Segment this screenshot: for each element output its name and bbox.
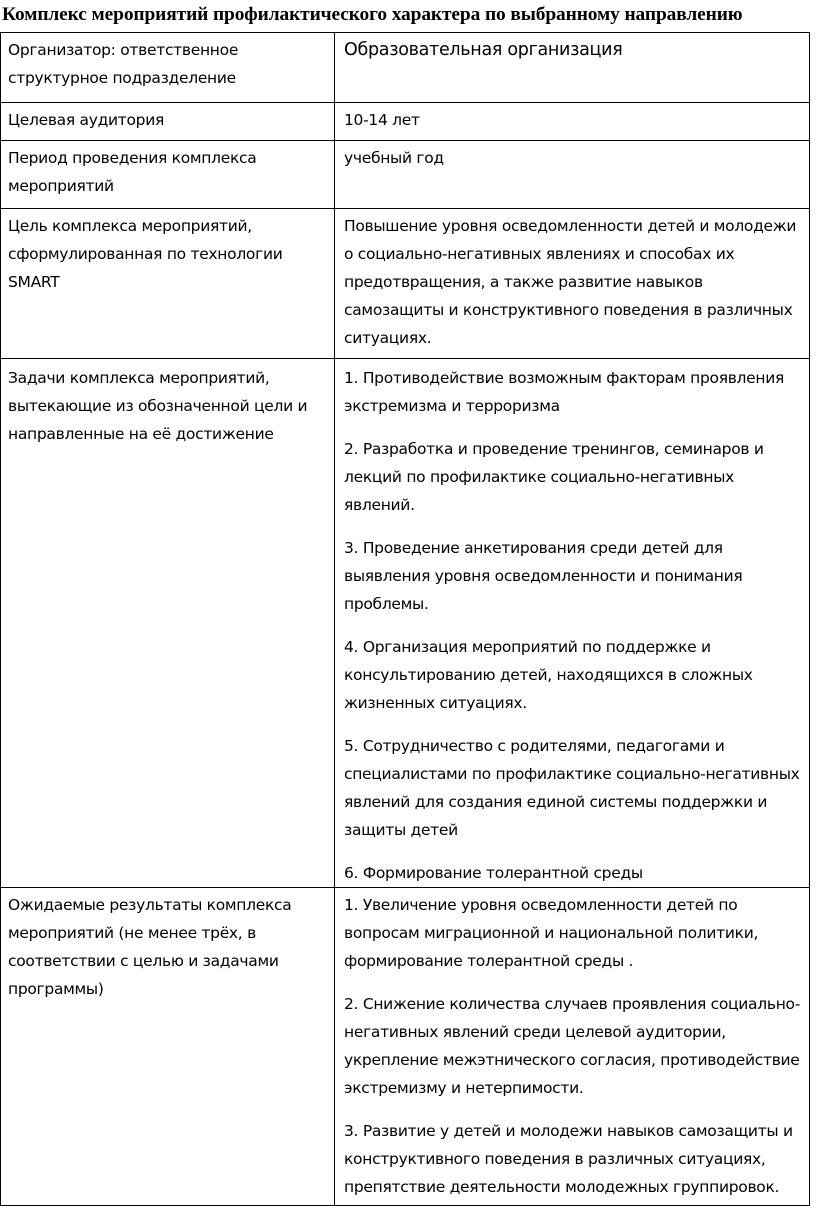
table-row-tasks [1,359,810,888]
task-item-1: 1. Противодействие возможным факторам проявления экстремизма и терроризма [344,369,785,415]
goal-label-cell [1,209,335,359]
period-value: учебный год [344,149,444,167]
table-row-goal [1,209,810,359]
result-item-2: 2. Снижение количества случаев проявления социально-негативных явлений среди целевой аудитории, укрепление межэтнического согласия, противодействие экстремизму и нетерпимости. [344,995,801,1097]
task-item-6: 6. Формирование толерантной среды [344,864,643,882]
table-row-period [1,141,810,209]
organizer-label-cell [1,33,335,103]
table-row-organizer [1,33,810,103]
table-row-results [1,888,810,1206]
tasks-list-cell [335,359,810,888]
audience-label: Целевая аудитория [8,111,165,129]
period-label: Период проведения комплекса мероприятий [8,149,257,195]
table-row-audience [1,103,810,141]
goal-value-cell [335,209,810,359]
result-item-3: 3. Развитие у детей и молодежи навыков самозащиты и конструктивного поведения в различных ситуациях, препятствие деятельности молодежных группировок. [344,1122,793,1196]
audience-value: 10-14 лет [344,111,420,129]
audience-label-cell [1,103,335,141]
results-label-cell [1,888,335,1206]
task-item-5: 5. Сотрудничество с родителями, педагогами и специалистами по профилактике социально-негативных явлений для создания единой системы поддержки и защиты детей [344,737,800,839]
goal-value: Повышение уровня осведомленности детей и молодежи о социально-негативных явлениях и способах их предотвращения, а также развитие навыков самозащиты и конструктивного поведения в различных ситуациях. [344,217,797,347]
organizer-value: Образовательная организация [344,40,623,60]
period-value-cell [335,141,810,209]
result-item-1: 1. Увеличение уровня осведомленности детей по вопросам миграционной и национальной политики, формирование толерантной среды . [344,896,759,970]
period-label-cell [1,141,335,209]
organizer-value-cell [335,33,810,103]
organizer-label: Организатор: ответственное структурное подразделение [8,41,239,87]
tasks-label: Задачи комплекса мероприятий, вытекающие из обозначенной цели и направленные на её достижение [8,369,308,443]
task-item-4: 4. Организация мероприятий по поддержке и консультированию детей, находящихся в сложных жизненных ситуациях. [344,638,753,712]
results-label: Ожидаемые результаты комплекса мероприятий (не менее трёх, в соответствии с целью и задачами программы) [8,896,292,998]
tasks-label-cell [1,359,335,888]
results-list-cell [335,888,810,1206]
audience-value-cell [335,103,810,141]
task-item-2: 2. Разработка и проведение тренингов, семинаров и лекций по профилактике социально-негативных явлений. [344,440,764,514]
program-table [0,32,810,1206]
task-item-3: 3. Проведение анкетирования среди детей для выявления уровня осведомленности и понимания проблемы. [344,539,743,613]
goal-label: Цель комплекса мероприятий, сформулированная по технологии SMART [8,217,283,291]
document-title: Комплекс мероприятий профилактического характера по выбранному направлению [2,4,743,25]
